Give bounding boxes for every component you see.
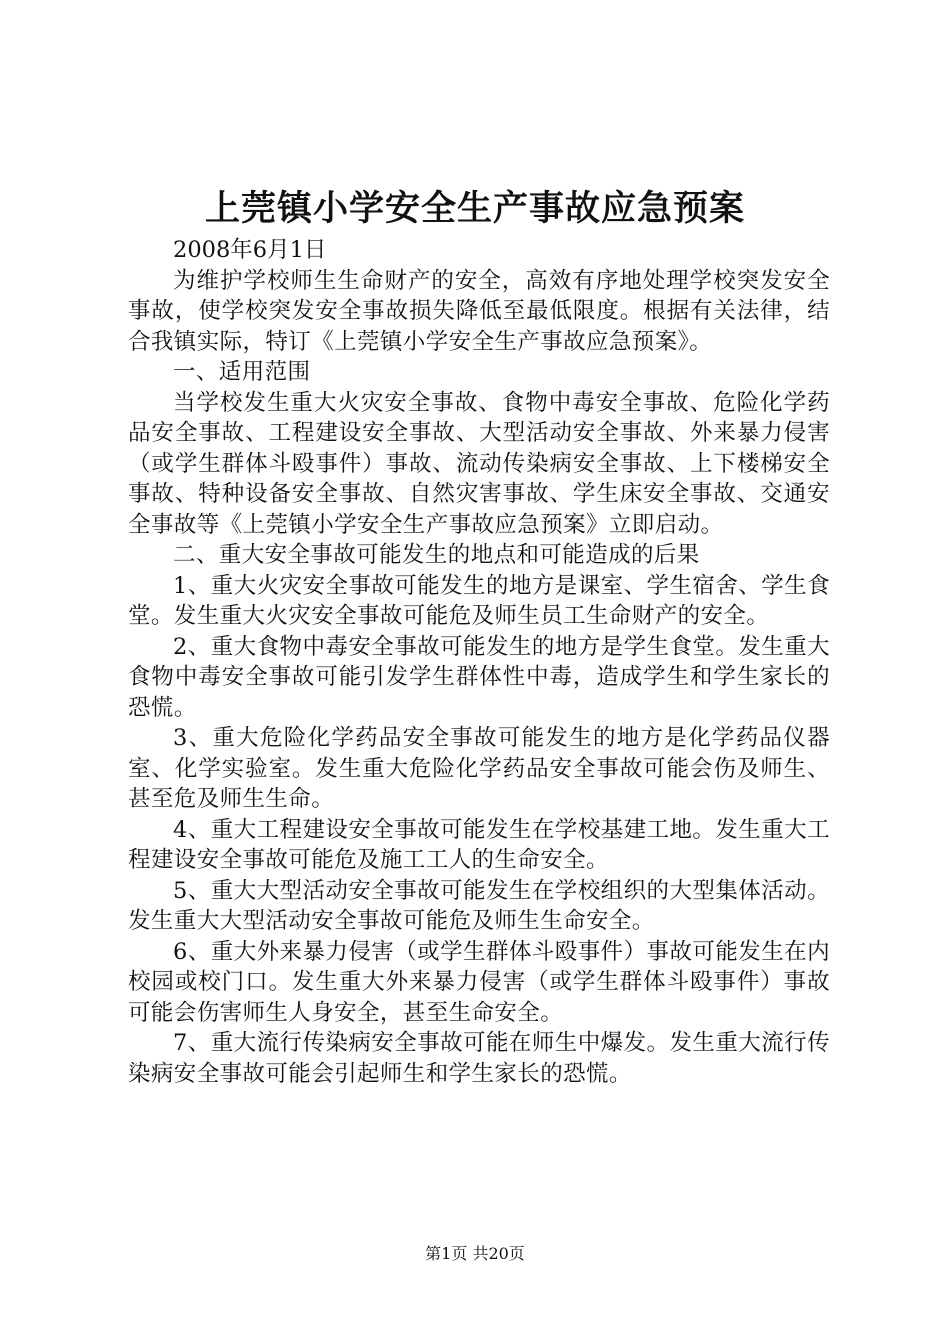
list-item-construction: 4、重大工程建设安全事故可能发生在学校基建工地。发生重大工程建设安全事故可能危及施工工人的生命安全。 — [128, 816, 830, 873]
document-title: 上莞镇小学安全生产事故应急预案 — [204, 188, 745, 229]
section-heading-locations: 二、重大安全事故可能发生的地点和可能造成的后果 — [173, 542, 700, 568]
list-item-fire: 1、重大火灾安全事故可能发生的地方是课室、学生宿舍、学生食堂。发生重大火灾安全事故可能危及师生员工生命财产的安全。 — [128, 572, 830, 629]
intro-paragraph: 为维护学校师生生命财产的安全，高效有序地处理学校突发安全事故，使学校突发安全事故损失降低至最低限度。根据有关法律，结合我镇实际，特订《上莞镇小学安全生产事故应急预案》。 — [128, 267, 830, 355]
list-item-chemicals: 3、重大危险化学药品安全事故可能发生的地方是化学药品仪器室、化学实验室。发生重大危险化学药品安全事故可能会伤及师生、甚至危及师生生命。 — [128, 725, 830, 812]
section-heading-scope: 一、适用范围 — [173, 359, 311, 385]
list-item-epidemic: 7、重大流行传染病安全事故可能在师生中爆发。发生重大流行传染病安全事故可能会引起师生和学生家长的恐慌。 — [128, 1030, 830, 1087]
scope-paragraph: 当学校发生重大火灾安全事故、食物中毒安全事故、危险化学药品安全事故、工程建设安全事故、大型活动安全事故、外来暴力侵害（或学生群体斗殴事件）事故、流动传染病安全事故、上下楼梯安全事故、特种设备安全事故、自然灾害事故、学生床安全事故、交通安全事故等《上莞镇小学安全生产事故应急预案》立即启动。 — [128, 389, 830, 538]
document-date: 2008年6月1日 — [173, 237, 327, 263]
list-item-large-events: 5、重大大型活动安全事故可能发生在学校组织的大型集体活动。发生重大大型活动安全事故可能危及师生生命安全。 — [128, 877, 830, 934]
page-footer: 第1页 共20页 — [425, 1244, 525, 1263]
list-item-food-poisoning: 2、重大食物中毒安全事故可能发生的地方是学生食堂。发生重大食物中毒安全事故可能引发学生群体性中毒，造成学生和学生家长的恐慌。 — [128, 633, 830, 721]
document-body — [128, 235, 830, 1089]
list-item-violence: 6、重大外来暴力侵害（或学生群体斗殴事件）事故可能发生在内校园或校门口。发生重大外来暴力侵害（或学生群体斗殴事件）事故可能会伤害师生人身安全，甚至生命安全。 — [128, 938, 830, 1026]
